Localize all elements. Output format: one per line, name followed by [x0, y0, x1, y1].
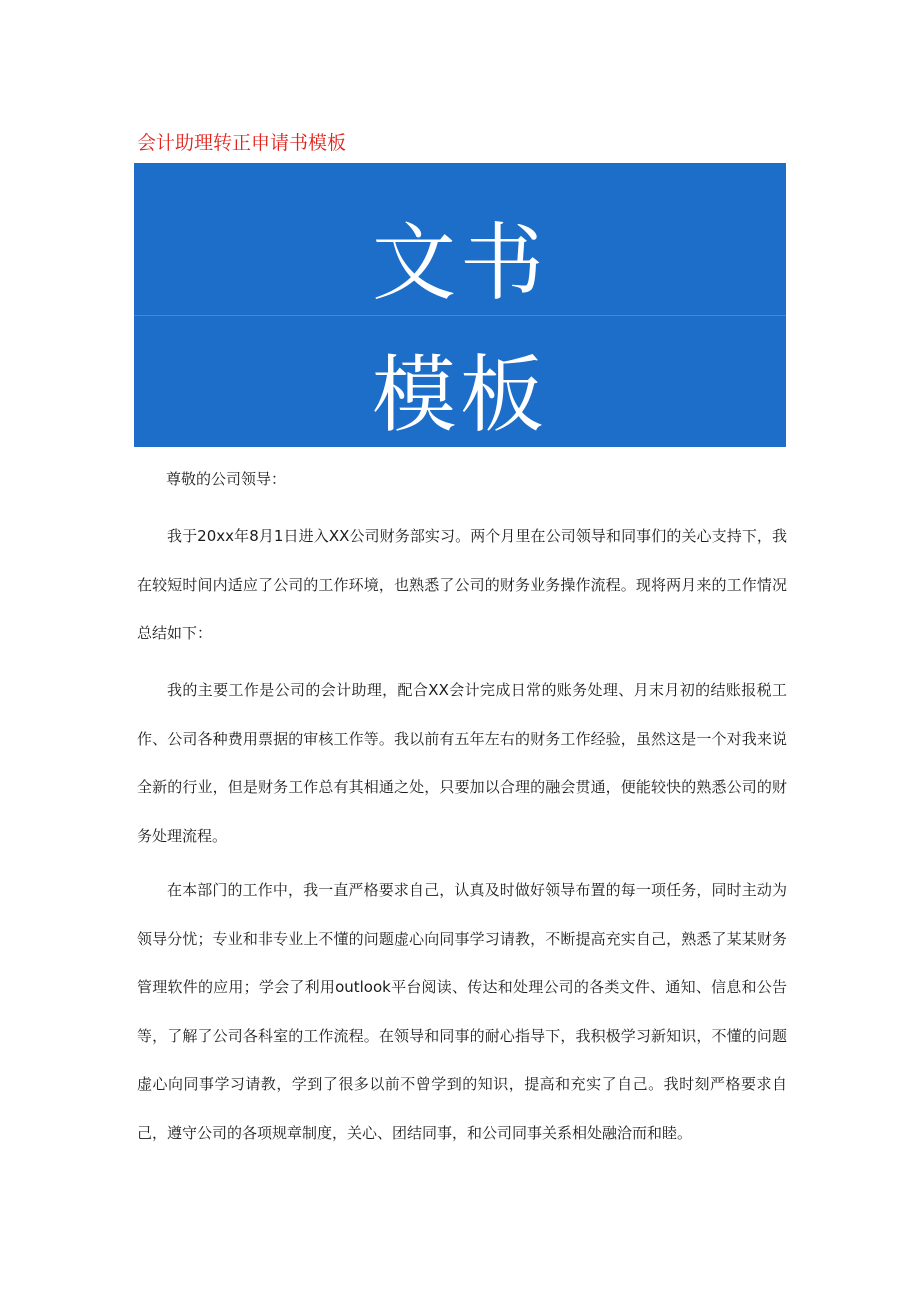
banner-divider — [134, 315, 786, 316]
document-title: 会计助理转正申请书模板 — [137, 132, 347, 154]
banner-line-1: 文书 — [371, 214, 548, 312]
cover-banner — [134, 163, 786, 447]
salutation: 尊敬的公司领导： — [166, 470, 287, 488]
paragraph-conduct: 在本部门的工作中，我一直严格要求自己，认真及时做好领导布置的每一项任务，同时主动为领导分忧；专业和非专业上不懂的问题虚心向同事学习请教，不断提高充实自己，熟悉了某某财务管理软件的应用；学会了利用outlook平台阅读、传达和处理公司的各类文件、通知、信息和公告等，了解了公司各科室的工作流程。在领导和同事的耐心指导下，我积极学习新知识，不懂的问题虚心向同事学习请教，学到了很多以前不曾学到的知识，提高和充实了自己。我时刻严格要求自己，遵守公司的各项规章制度，关心、团结同事，和公司同事关系相处融洽而和睦。 — [137, 881, 787, 1142]
paragraph-main-work: 我的主要工作是公司的会计助理，配合XX会计完成日常的账务处理、月末月初的结账报税工作、公司各种费用票据的审核工作等。我以前有五年左右的财务工作经验，虽然这是一个对我来说全新的行业，但是财务工作总有其相通之处，只要加以合理的融会贯通，便能较快的熟悉公司的财务处理流程。 — [137, 681, 787, 845]
paragraph-intro: 我于20xx年8月1日进入XX公司财务部实习。两个月里在公司领导和同事们的关心支持下，我在较短时间内适应了公司的工作环境，也熟悉了公司的财务业务操作流程。现将两月来的工作情况总结如下： — [137, 527, 787, 643]
banner-line-2: 模板 — [371, 346, 548, 444]
